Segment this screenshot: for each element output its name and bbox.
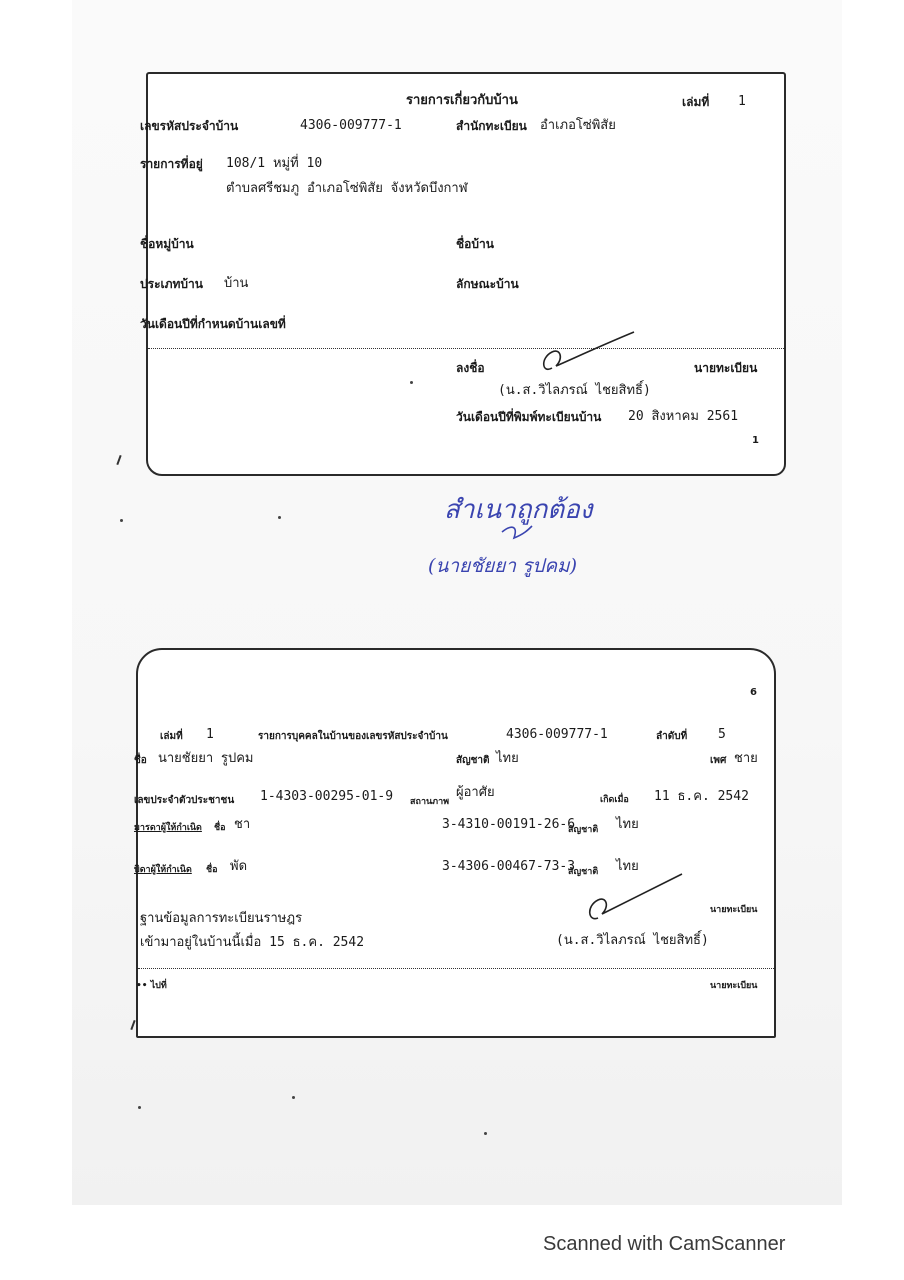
status-label: สถานภาพ [410,797,450,807]
scan-speck [292,1096,295,1099]
father-nationality: ไทย [616,859,639,874]
citizen-id: 1-4303-00295-01-9 [260,789,394,804]
print-date: 20 สิงหาคม 2561 [628,409,739,424]
father-id: 3-4306-00467-73-3 [442,859,576,874]
book-label: เล่มที่ [682,95,710,109]
moved-in-date: เข้ามาอยู่ในบ้านนี้เมื่อ 15 ธ.ค. 2542 [140,935,365,950]
sign-label: ลงชื่อ [456,361,485,375]
id-label: เลขประจำตัวประชาชน [134,795,235,806]
house-type-label: ประเภทบ้าน [140,277,203,291]
father-name-label: ชื่อ [206,865,218,875]
scan-speck [138,1106,141,1109]
certifier-name-text: (นายชัยยา รูปคม) [428,555,577,577]
data-source: ฐานข้อมูลการทะเบียนราษฎร [140,911,303,926]
house-character-label: ลักษณะบ้าน [456,277,519,291]
house-record-title: รายการเกี่ยวกับบ้าน [406,93,518,108]
page-number: 1 [752,435,759,446]
house-name-label: ชื่อบ้าน [456,237,494,251]
certified-copy-text: สำเนาถูกต้อง [444,495,593,525]
registry-office: อำเภอโซ่พิสัย [540,118,616,133]
nationality: ไทย [496,751,519,766]
registrar-label: นายทะเบียน [710,905,758,915]
born-label: เกิดเมื่อ [600,795,629,805]
mother-name-label: ชื่อ [214,823,226,833]
scan-speck [410,381,413,384]
mother-name: ชา [234,817,251,832]
sex-label: เพศ [710,755,727,766]
scan-speck [120,519,123,522]
name-label: ชื่อ [134,755,147,766]
book-number: 1 [738,94,746,109]
house-code: 4306-009777-1 [506,727,608,742]
book-number: 1 [206,727,214,742]
house-type: บ้าน [224,276,249,291]
father-label: บิดาผู้ให้กำเนิด [134,865,192,875]
nationality-label: สัญชาติ [456,755,490,766]
moved-out-label: •• ไปที่ [136,981,167,991]
handwritten-certification [428,480,628,600]
mother-nationality: ไทย [616,817,639,832]
village-label: ชื่อหมู่บ้าน [140,237,194,251]
divider [138,968,774,969]
sex: ชาย [734,751,758,766]
number-date-label: วันเดือนปีที่กำหนดบ้านเลขที่ [140,317,286,331]
father-nationality-label: สัญชาติ [568,867,599,877]
status: ผู้อาศัย [456,785,495,800]
mother-id: 3-4310-00191-26-6 [442,817,576,832]
father-name: พัด [230,859,248,874]
house-code: 4306-009777-1 [300,118,402,133]
address-line1: 108/1 หมู่ที่ 10 [226,156,323,171]
person-record-card [136,648,776,1038]
order-label: ลำดับที่ [656,731,688,742]
person-name: นายชัยยา รูปคม [158,751,254,766]
address-label: รายการที่อยู่ [140,157,203,171]
registry-office-label: สำนักทะเบียน [456,119,527,133]
person-record-title: รายการบุคคลในบ้านของเลขรหัสประจำบ้าน [258,731,448,742]
registrar-signature [578,872,688,924]
book-label: เล่มที่ [160,731,183,742]
scan-speck [278,516,281,519]
page-number: 6 [750,687,757,698]
registrar-signature [530,328,640,378]
registrar-label-2: นายทะเบียน [710,981,758,991]
order-number: 5 [718,727,726,742]
divider [148,348,784,349]
mother-nationality-label: สัญชาติ [568,825,599,835]
print-date-label: วันเดือนปีที่พิมพ์ทะเบียนบ้าน [456,410,602,424]
registrar-name: (น.ส.วิไลภรณ์ ไชยสิทธิ์) [556,933,709,948]
birth-date: 11 ธ.ค. 2542 [654,789,749,804]
mother-label: มารดาผู้ให้กำเนิด [134,823,202,833]
house-record-card [140,72,786,476]
scanner-watermark: Scanned with CamScanner [543,1233,786,1255]
registrar-label: นายทะเบียน [694,361,758,375]
scan-speck [484,1132,487,1135]
registrar-name: (น.ส.วิไลภรณ์ ไชยสิทธิ์) [498,383,651,398]
house-code-label: เลขรหัสประจำบ้าน [140,119,239,133]
address-line2: ตำบลศรีชมภู อำเภอโซ่พิสัย จังหวัดบึงกาฬ [226,181,468,196]
